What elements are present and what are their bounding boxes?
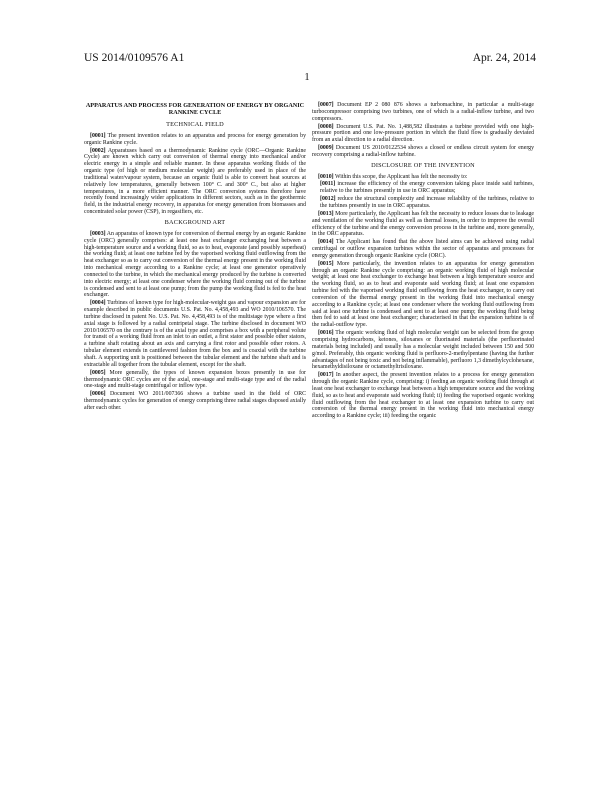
paragraph: [0002] Apparatuses based on a thermodynamic Rankine cycle (ORC—Organic Rankine Cycle) are known which carry out conversion of thermal energy into mechanical and/or electric energy in a simple and reliable manner. In these apparatus working fluids of the organic type (of high or medium molecular weight) are preferably used in place of the traditional water/vapour system, because an organic fluid is able to convert heat sources at relatively low temperatures, generally between 100° C. and 300° C., but also at higher temperatures, in a more efficient manner. The ORC conversion systems therefore have recently found increasingly wider applications in different sectors, such as in the geothermic field, in the industrial energy recovery, in apparatus for energy generation from biomasses and concentrated solar power (CSP), in regasifiers, etc. [84, 147, 306, 216]
publication-date: Apr. 24, 2014 [472, 52, 536, 64]
paragraph: [0009] Document US 2010/0122534 shows a closed or endless circuit system for energy recovery comprising a radial-inflow turbine. [312, 145, 534, 158]
paragraph: [0006] Document WO 2011/007366 shows a turbine used in the field of ORC thermodynamic cycles for generation of energy comprising three radial stages disposed axially after each other. [84, 391, 306, 411]
paragraph: [0014] The Applicant has found that the above listed aims can be achieved using radial centrifugal or outflow expansion turbines within the sector of apparatus and processes for energy generation through organic Rankine cycle (ORC). [312, 239, 534, 259]
paragraph: [0011] increase the efficiency of the energy conversion taking place inside said turbines, relative to the turbines presently in use in ORC apparatus; [320, 181, 535, 195]
right-column [312, 102, 534, 421]
paragraph: [0013] More particularly, the Applicant has felt the necessity to reduce losses due to leakage and ventilation of the working fluid as well as thermal losses, in order to improve the overall efficiency of the turbine and the energy conversion process in the turbine and, more generally, in the ORC apparatus. [312, 210, 534, 238]
publication-number: US 2014/0109576 A1 [84, 52, 185, 64]
paragraph: [0004] Turbines of known type for high-molecular-weight gas and vapour expansion are for example described in public documents U.S. Pat. No. 4,458,493 and WO 2010/106570. The turbine disclosed in patent No. U.S. Pat. No. 4,458,493 is of the multistage type where a first axial stage is followed by a radial centripetal stage. The turbine disclosed in document WO 2010/106570 on the contrary is of the axial type and comprises a box with a peripheral volute for transit of a working fluid from an inlet to an outlet, a first stator and possible other stators, a turbine shaft rotating about an axis and carrying a first rotor and possible other rotors. A tubular element extends in cantilevered fashion from the box and is coaxial with the turbine shaft. A supporting unit is positioned between the tubular element and the turbine shaft and is extractable all together from the tubular element, except for the shaft. [84, 300, 306, 368]
paragraph: [0001] The present invention relates to an apparatus and process for energy generation by organic Rankine cycle. [84, 132, 306, 146]
paragraph: [0012] reduce the structural complexity and increase reliability of the turbines, relative to the turbines presently in use in ORC apparatus. [320, 196, 534, 209]
section-heading-disclosure: DISCLOSURE OF THE INVENTION [371, 161, 475, 169]
paragraph: [0007] Document EP 2 080 876 shows a turbomachine, in particular a multi-stage turbocompressor comprising two turbines, one of which is a radial-inflow turbine, and two compressors. [312, 102, 534, 122]
paragraph: [0005] More generally, the types of known expansion boxes presently in use for thermodynamic ORC cycles are of the axial, one-stage and multi-stage type and of the radial one-stage and multi-stage centrifugal or inflow type. [84, 369, 306, 390]
paragraph: [0015] More particularly, the invention relates to an apparatus for energy generation through an organic Rankine cycle comprising: an organic working fluid of high molecular weight; at least one heat exchanger to exchange heat between a high temperature source and the working fluid, so as to heat and evaporate said working fluid; at least one expansion turbine fed with the vaporised working fluid outflowing from the heat exchanger, to carry out conversion of the thermal energy present in the working fluid into mechanical energy according to a Rankine cycle; at least one condenser where the working fluid outflowing from said at least one turbine is condensed and sent to at least one pump; the working fluid being then fed to said at least one heat exchanger; characterised in that the expansion turbine is of the radial-outflow type. [312, 260, 534, 329]
document-title: APPARATUS AND PROCESS FOR GENERATION OF ENERGY BY ORGANIC RANKINE CYCLE [85, 102, 305, 116]
paragraph: [0003] An apparatus of known type for conversion of thermal energy by an organic Rankine cycle (ORC) generally comprises: at least one heat exchanger exchanging heat between a high-temperature source and a working fluid, so as to heat, evaporate (and possibly superheat) the working fluid; at least one turbine fed by the vaporised working fluid outflowing from the heat exchanger so as to carry out conversion of the thermal energy present in the working fluid into mechanical energy according to a Rankine cycle; at least one generator operatively connected to the turbine, in which the mechanical energy produced by the turbine is converted into electric energy; at least one condenser where the working fluid coming out of the turbine is condensed and sent to at least one pump; from the pump the working fluid is fed to the heat exchanger. [84, 230, 306, 299]
left-column [84, 102, 306, 413]
page-number: 1 [304, 72, 310, 83]
paragraph: [0010] Within this scope, the Applicant has felt the necessity to: [318, 173, 468, 180]
paragraph: [0017] In another aspect, the present invention relates to a process for energy generation through the organic Rankine cycle, comprising: i) feeding an organic working fluid through at least one heat exchanger to exchange heat between a high temperature source and the working fluid, so as to heat and evaporate said working fluid; ii) feeding the vaporised organic working fluid outflowing from the heat exchanger to at least one expansion turbine to carry out conversion of the thermal energy present in the working fluid into mechanical energy according to a Rankine cycle; iii) feeding the organic [312, 372, 534, 420]
section-heading-technical-field: TECHNICAL FIELD [166, 121, 224, 128]
paragraph: [0008] Document U.S. Pat. No. 1,488,582 illustrates a turbine provided with one high-pressure portion and one low-pressure portion in which the fluid flow is gradually deviated from an axial direction to a radial direction. [312, 123, 535, 144]
section-heading-background-art: BACKGROUND ART [164, 218, 226, 226]
paragraph: [0016] The organic working fluid of high molecular weight can be selected from the group comprising hydrocarbons, ketones, siloxanes or fluorinated materials (the perfluorinated materials being included) and usually has a molecular weight included between 150 and 500 g/mol. Preferably, this organic working fluid is perfluoro-2-methylpentane (having the further advantages of not being toxic and not being inflammable), perfluoro 1,3 dimethylcyclohexane, hexamethyldisiloxane or octamethyltrisiloxane. [312, 330, 534, 371]
